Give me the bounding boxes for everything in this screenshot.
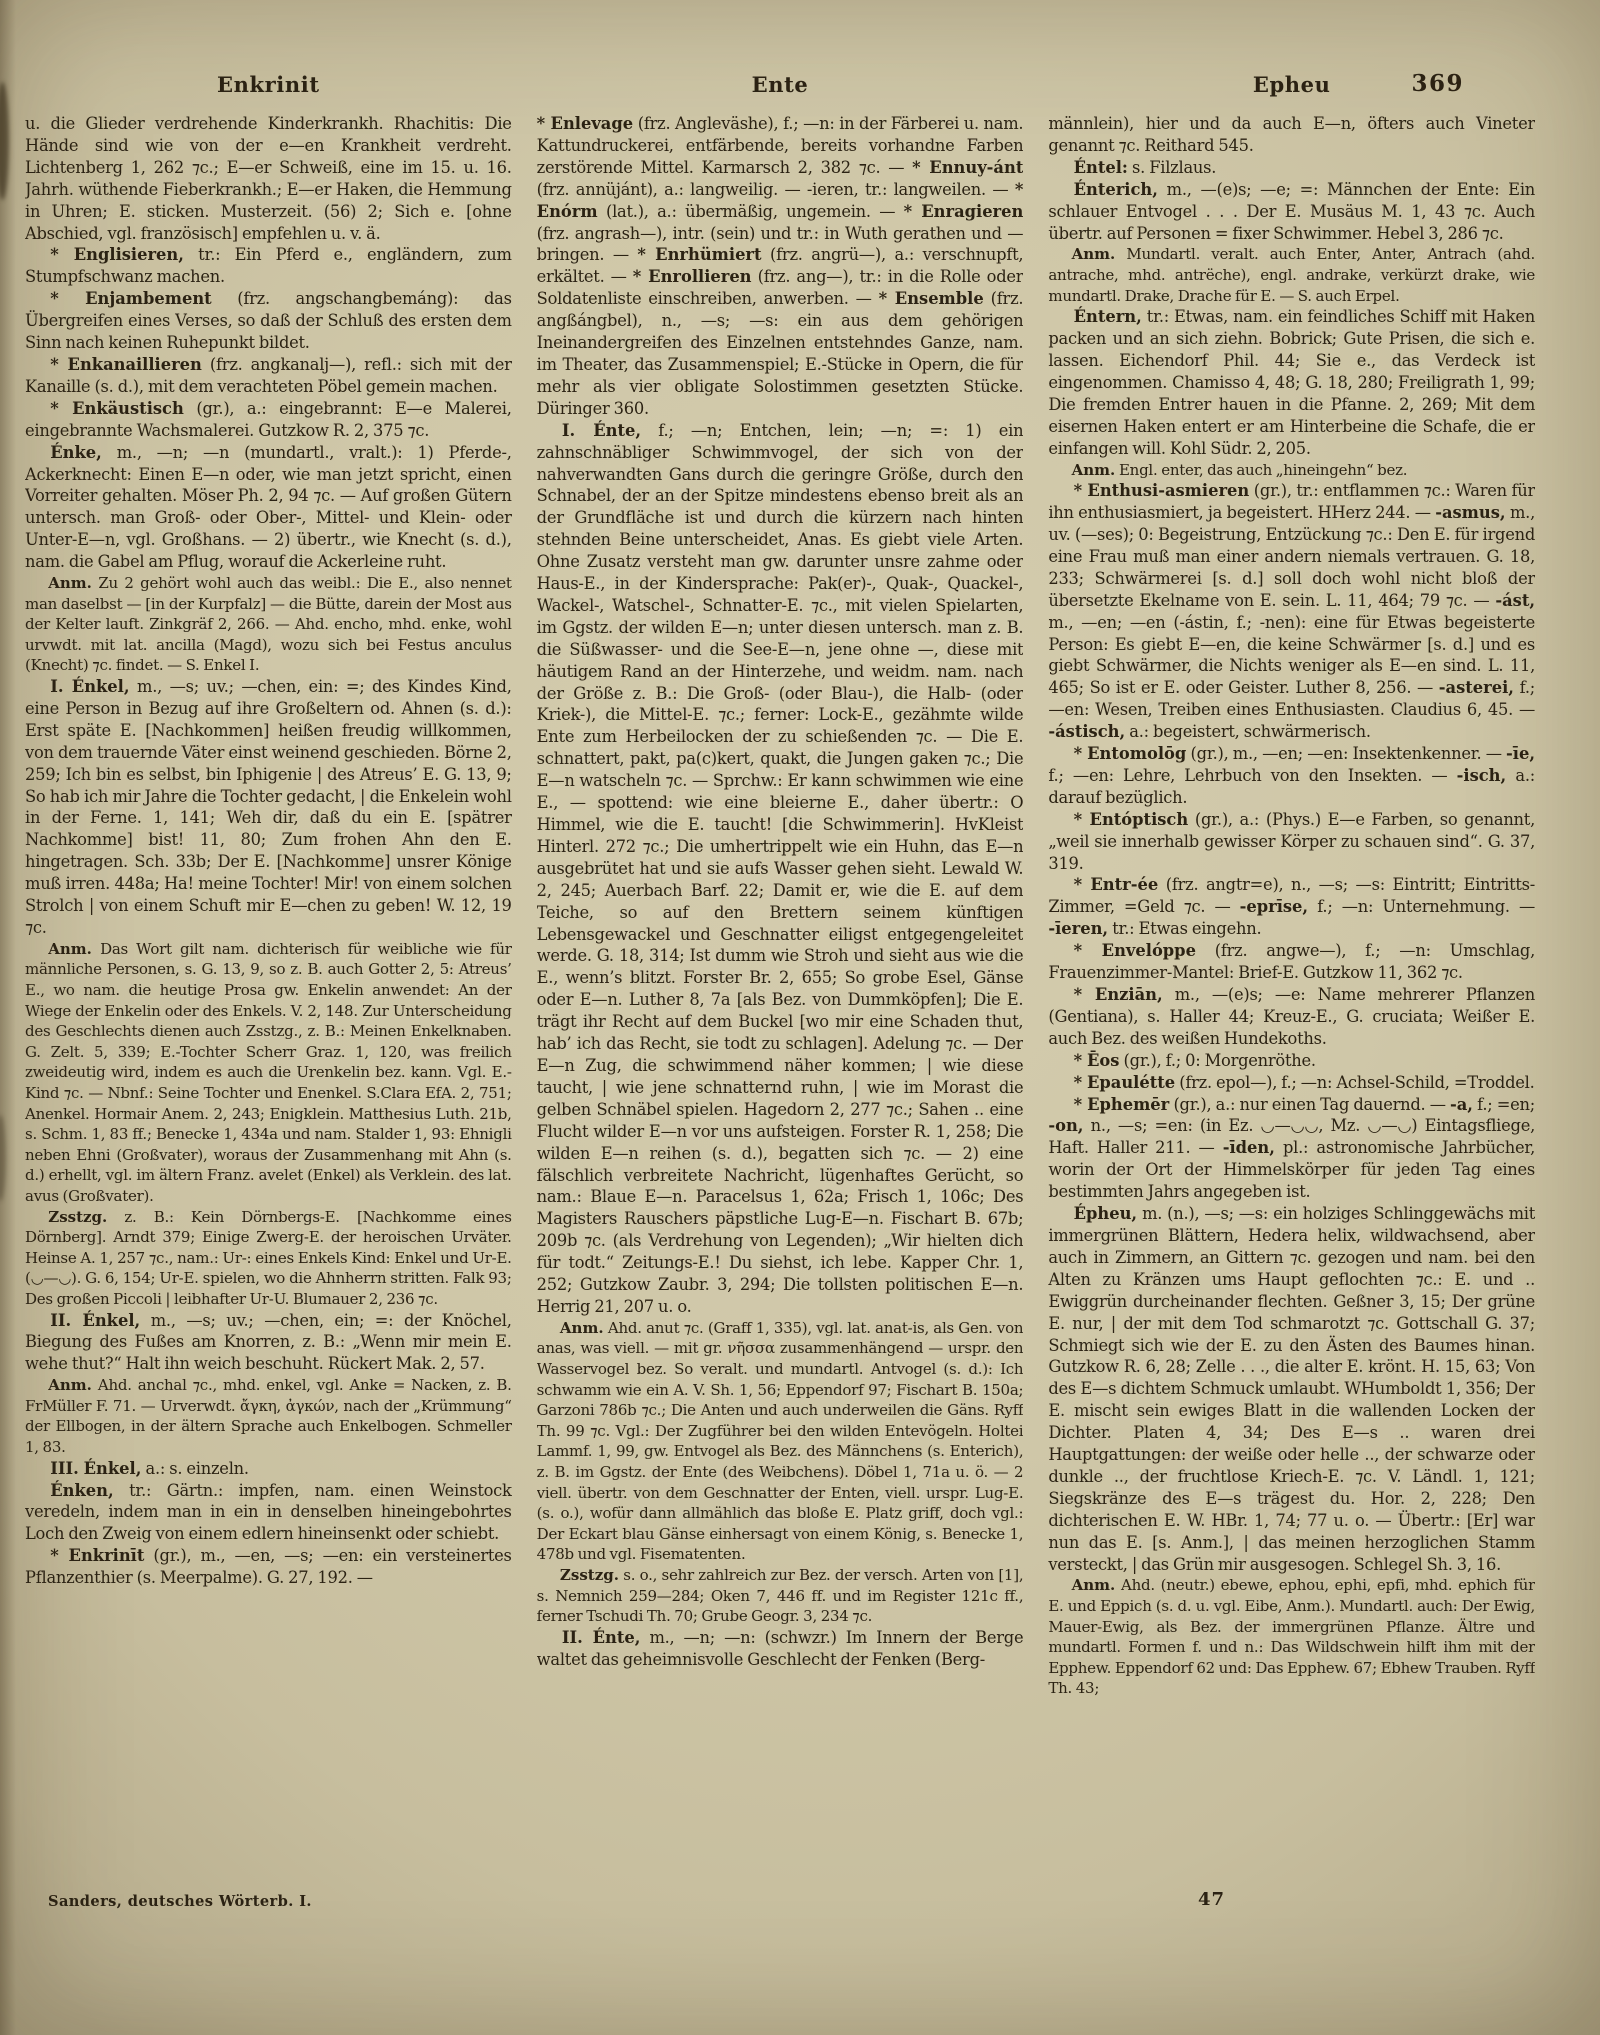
headword: -isch, — [1456, 765, 1507, 785]
column-3 — [1048, 113, 1535, 1888]
headword: -īden, — [1222, 1138, 1275, 1158]
headword: * Ennuy-ánt — [912, 157, 1024, 177]
text-run: a.: begeistert, schwärmerisch. — [1125, 722, 1371, 742]
text-run: (frz. angrü—), a.: verschnupft, erkältet. — — [536, 245, 1024, 287]
headword: * Enziān, — [1073, 985, 1163, 1004]
column-2 — [537, 113, 1024, 1888]
page-header — [0, 0, 1600, 97]
entry-paragraph — [1048, 1072, 1535, 1094]
text-run: u. die Glieder verdrehende Kinderkrankh. Rhachitis: Die Hände sind wie von der e—en Krankheit verdreht. Lichtenberg 1, 262 ⁊c.; E—er Schweiß, eine im 15. u. 16. Jahrh. wüthende Fieberkrankh.; E—er Haken, die Hemmung in Uhren; E. sticken. Musterzeit. (56) 2; Sich e. [ohne Abschied, vgl. französisch] empfehlen u. v. ä. — [25, 114, 512, 243]
anm-paragraph — [1048, 244, 1535, 306]
entry-paragraph — [537, 420, 1024, 1318]
text-run: f.; —en: Wesen, Treiben eines Enthusiasten. Claudius 6, 45. — — [1048, 678, 1536, 720]
headword: Énken, — [50, 1480, 114, 1500]
scan-edge-shadow — [0, 0, 16, 2035]
headword: * Enrollieren — [632, 267, 752, 287]
headword: Éntel: — [1073, 157, 1128, 177]
text-run: s. Filzlaus. — [1127, 157, 1217, 177]
zsstzg-paragraph — [25, 1207, 512, 1310]
entry-paragraph — [1048, 179, 1535, 245]
text-run: pl.: astronomische Jahrbücher, worin der Ort der Himmelskörper für jeden Tag eines bestimmten Jahrs angegeben ist. — [1048, 1138, 1536, 1202]
text-run: (gr.), a.: eingebrannt: E—e Malerei, eingebrannte Wachsmalerei. Gutzkow R. 2, 375 ⁊c. — [25, 398, 512, 440]
entry-paragraph — [1048, 940, 1535, 984]
text-run: a.: s. einzeln. — [141, 1458, 249, 1478]
text-run: tr.: Ein Pferd e., engländern, zum Stumpfschwanz machen. — [25, 245, 512, 287]
headword: -a, — [1449, 1094, 1473, 1114]
headword: I. Énkel, — [50, 677, 130, 696]
anm-paragraph — [1048, 460, 1535, 481]
headword: * Epaulétte — [1073, 1072, 1176, 1092]
text-run: (lat.), a.: übermäßig, ungemein. — — [597, 201, 904, 221]
text-run: s. o., sehr zahlreich zur Bez. der versch. Arten von [1], s. Nemnich 259—284; Oken 7, 446 ff. und im Register 121c ff., ferner Tschudi Th. 70; Grube Geogr. 3, 234 ⁊c. — [536, 1565, 1024, 1626]
headword: III. Énkel, — [50, 1458, 142, 1478]
entry-paragraph — [1048, 809, 1535, 875]
text-run: m., —n; —n: (schwzr.) Im Innern der Berge waltet das geheimnisvolle Geschlecht der Fenken (Berg- — [536, 1627, 1024, 1669]
headword: -īeren, — [1048, 919, 1109, 939]
headword: * Enragieren — [903, 201, 1024, 221]
headword: * Entóptisch — [1073, 809, 1189, 829]
text-run: Mundartl. veralt. auch Enter, Anter, Antrach (ahd. antrache, mhd. antrëche), engl. andrake, verkürzt drake, wie mundartl. Drake, Drache für E. — S. auch Erpel. — [1048, 245, 1536, 305]
headword: * Ephemēr — [1073, 1094, 1170, 1114]
headword: * Ensemble — [878, 289, 984, 309]
text-run: z. B.: Kein Dörnbergs-E. [Nachkomme eines Dörnberg]. Arndt 379; Einige Zwerg-E. der heroischen Urväter. Heinse A. 1, 257 ⁊c., nam.: Ur-: eines Enkels Kind: Enkel und Ur-E. (◡—◡). G. 6, 154; Ur-E. spielen, wo die Ahnherrn stritten. Falk 93; Des großen Piccoli | leibhafter Ur-U. Blumauer 2, 236 ⁊c. — [25, 1207, 512, 1308]
text-run: tr.: Etwas, nam. ein feindliches Schiff mit Haken packen und an sich ziehn. Bobrick; Gute Prisen, die sich e. lassen. Eichendorf Phil. 44; Sie e., das Verdeck ist eingenommen. Chamisso 4, 48; G. 18, 280; Freiligrath 1, 99; Die fremden Entrer hauen in die Pfanne. 2, 269; Mit dem eisernen Haken entert er am Hinterbeine die Schafe, die er einfangen will. Kohl Südr. 2, 205. — [1048, 307, 1536, 458]
text-run: m., —n; —n (mundartl., vralt.): 1) Pferde-, Ackerknecht: Einen E—n oder, wie man jetzt spricht, einen Vorreiter gehalten. Möser Ph. 2, 94 ⁊c. — Auf großen Gütern untersch. man Groß- oder Ober-, Mittel- und Klein- oder Unter-E—n, vgl. Großhans. — 2) übertr., wie Knecht (s. d.), nam. die Gabel am Pflug, worauf die Ackerleine ruht. — [25, 442, 512, 572]
text-run: Das Wort gilt nam. dichterisch für weibliche wie für männliche Personen, s. G. 13, 9, so z. B. auch Gotter 2, 5: Atreus’ E., wo nam. die heutige Prosa gw. Enkelin anwendet: An der Wiege der Enkelin oder des Enkels. V. 2, 148. Zur Unterscheidung des Geschlechts dienen auch Zsstzg., z. B.: Meinen Enkelknaben. G. Zelt. 5, 339; E.-Tochter Scherr Graz. 1, 120, was freilich zweideutig wird, indem es auch die Urenkelin bez. kann. Vgl. E.-Kind ⁊c. — Nbnf.: Seine Tochter und Enenkel. S.Clara EfA. 2, 751; Anenkel. Hormair Anem. 2, 243; Enigklein. Matthesius Luth. 21b, s. Schm. 1, 83 ff.; Benecke 1, 434a und nam. Stalder 1, 93: Ehnigli neben Ehni (Großvater), woraus der Zusammenhang mit Ahn (s. d.) erhellt, vgl. im ältern Franz. avelet (Enkel) als Verklein. des lat. avus (Großvater). — [25, 939, 512, 1205]
entry-paragraph — [1048, 1050, 1535, 1072]
headword: * Enkanaillieren — [50, 354, 202, 374]
text-run: m. (n.), —s; —s: ein holziges Schlinggewächs mit immergrünen Blättern, Hedera helix, wildwachsend, aber auch in Zimmern, an Gittern ⁊c. gezogen und nam. bei den Alten zu Kränzen ums Haupt geflochten ⁊c.: E. und .. Ewiggrün durcheinander flechten. Geßner 3, 15; Der grüne E. nur, | der mit dem Tod schmarotzt ⁊c. Gottschall G. 37; Schmiegt sich wie der E. zu den Ästen des Baumes hinan. Gutzkow R. 6, 28; Zelle . . ., die alter E. krönt. H. 15, 63; Von des E—s dichtem Schmuck umlaubt. WHumboldt 1, 356; Der E. mischt sein ewiges Blatt in die wallenden Locken der Dichter. Platen 4, 34; Des E—s .. waren drei Hauptgattungen: der weiße oder helle .., der schwarze oder dunkle .., der fruchtlose Kriech-E. ⁊c. V. Ländl. 1, 121; Siegskränze des E—s trägest du. Hor. 2, 228; Den dichterischen E. W. HBr. 1, 74; 77 u. o. — Übertr.: [Er] war nun das E. [s. Anm.], | das meinen herzoglichen Stamm versteckt, | das Grün mir ausgesogen. Schlegel Sh. 3, 16. — [1048, 1204, 1536, 1574]
text-run: m., —s; uv.; —chen, ein: =; des Kindes Kind, eine Person in Bezug auf ihre Großeltern od. Ahnen (s. d.): Erst späte E. [Nachkommen] heißen freudig willkommen, von dem trauernde Väter einst weinend geschieden. Börne 2, 259; Ich bin es selbst, bin Iphigenie | des Atreus’ E. G. 13, 9; So hab ich mir Jahre die Tochter gedacht, | die Enkelein wohl in der Ferne. 1, 141; Weh dir, daß du ein E. [spätrer Nachkomme] bist! 11, 80; Zum frohen Ahn den E. hingetragen. Sch. 33b; Der E. [Nachkomme] unsrer Könige muß irren. 448a; Ha! meine Tochter! Mir! von einem solchen Strolch | von einem Schuft mir E—chen zu geben! W. 12, 19 ⁊c. — [25, 677, 512, 937]
anm-paragraph — [537, 1318, 1024, 1565]
anm-paragraph — [1048, 1575, 1535, 1699]
headword: * Entomolōg — [1073, 744, 1187, 764]
entry-paragraph — [1048, 743, 1535, 809]
headword: * Ēos — [1073, 1050, 1120, 1070]
text-run: männlein), hier und da auch E—n, öfters auch Vineter genannt ⁊c. Reithard 545. — [1048, 114, 1536, 155]
headword: -ást, — [1495, 590, 1536, 610]
headword: -ástisch, — [1048, 722, 1126, 742]
text-run: a.: darauf bezüglich. — [1048, 765, 1536, 807]
headword: Anm. — [48, 1376, 92, 1395]
text-run: tr.: Gärtn.: impfen, nam. einen Weinstock veredeln, indem man in ein in denselben hineingebohrtes Loch den Zweig von einem edlern hineinsenkt oder schiebt. — [25, 1480, 512, 1544]
headword: * Englisieren, — [50, 245, 184, 265]
headword: * Enkrinīt — [50, 1546, 145, 1566]
text-run: (frz. angrash—), intr. (sein) und tr.: in Wuth gerathen und — bringen. — — [536, 223, 1024, 265]
anm-paragraph — [25, 1375, 512, 1457]
headword: -asterei, — [1438, 678, 1514, 698]
entry-paragraph — [1048, 480, 1535, 743]
text-run: m., —(e)s; —e; =: Männchen der Ente: Ein schlauer Entvogel . . . Der E. Musäus M. 1, 43 ⁊c. Auch übertr. auf Personen = fixer Schwimmer. Hebel 3, 286 ⁊c. — [1048, 179, 1536, 243]
text-run: m., —s; uv.; —chen, ein; =: der Knöchel, Biegung des Fußes am Knorren, z. B.: „Wenn mir mein E. wehe thut?“ Halt ihn weich beschuht. Rückert Mak. 2, 57. — [25, 1310, 512, 1374]
text-run: (frz. epol—), f.; —n: Achsel-Schild, =Troddel. — [1175, 1072, 1535, 1092]
headword: Zsstzg. — [48, 1207, 108, 1226]
headword: Anm. — [1071, 245, 1116, 264]
text-run: (frz. annüjánt), a.: langweilig. — -ieren, tr.: langweilen. — — [536, 179, 1015, 199]
text-run: (frz. ang—), tr.: in die Rolle oder Soldatenliste einschreiben, anwerben. — — [536, 267, 1024, 309]
entry-paragraph — [25, 442, 512, 573]
continuation-paragraph — [1048, 113, 1535, 157]
text-run: Zu 2 gehört wohl auch das weibl.: Die E., also nennet man daselbst — [in der Kurpfalz] — die Bütte, darein der Most aus der Kelter lauft. Zinkgräf 2, 266. — Ahd. encho, mhd. enke, wohl urvwdt. mit lat. ancilla (Magd), wozu sich bei Festus anculus (Knecht) ⁊c. findet. — S. Enkel I. — [25, 574, 512, 675]
headword: Énke, — [50, 442, 102, 462]
headword: Zsstzg. — [559, 1565, 619, 1584]
text-run: (frz. angßángbel), n., —s; —s: ein aus dem gehörigen Ineinandergreifen des Einzelnen entstehndes Ganze, nam. im Theater, das Zusammenspiel; E.-Stücke in Opern, die für mehr als vier obligate Solostimmen gesetzten Stücke. Düringer 360. — [536, 289, 1024, 418]
headword: * Enórm — [536, 179, 1024, 221]
entry-paragraph — [25, 244, 512, 288]
text-run: Engl. enter, das auch „hineingehn“ bez. — [1115, 460, 1408, 479]
headword: * Enthusi-asmieren — [1073, 481, 1250, 501]
headword: -asmus, — [1435, 503, 1506, 523]
entry-paragraph — [25, 1458, 512, 1480]
headword: * Envelóppe — [1073, 941, 1196, 961]
entry-paragraph — [1048, 1203, 1535, 1575]
text-run: (gr.), f.; 0: Morgenröthe. — [1119, 1050, 1316, 1070]
text-run: (gr.), a.: nur einen Tag dauernd. — — [1169, 1094, 1450, 1114]
headword: -on, — [1048, 1116, 1084, 1136]
text-run: f.; —n; Entchen, lein; —n; =: 1) ein zahnschnäbliger Schwimmvogel, der sich von der nahverwandten Gans durch die geringre Größe, durch den Schnabel, der an der Spitze mindestens ebenso breit als an der Grundfläche ist und durch die kürzern nach hinten stehnden Beine unterscheidet, Anas. Es giebt viele Arten. Ohne Zusatz versteht man gw. darunter unsre zahme oder Haus-E., in der Kindersprache: Pak(er)-, Quak-, Quackel-, Wackel-, Watschel-, Schnatter-E. ⁊c., mit vielen Spielarten, im Ggstz. der wilden E—n; unter diesen untersch. man z. B. die Süßwasser- und die See-E—n, jene ohne —, diese mit häutigem Rand an der Hinterzehe, und weidm. nam. nach der Größe z. B.: Die Groß- (oder Blau-), die Halb- (oder Kriek-), die Mittel-E. ⁊c.; ferner: Lock-E., gezähmte wilde Ente zum Herbeilocken der zu schießenden ⁊c. — Die E. schnattert, pakt, pa(c)kert, quakt, die Jungen gaken ⁊c.; Die E—n watscheln ⁊c. — Sprchw.: Er kann schwimmen wie eine E., — spottend: wie eine bleierne E., daher übertr.: O Himmel, wie die E. taucht! [die Schwimmerin]. HvKleist Hinterl. 272 ⁊c.; Die umhertrippelt wie ein Huhn, das E—n ausgebrütet hat und sie aufs Wasser gehen sieht. Lewald W. 2, 245; Auerbach Barf. 22; Damit er, wie die E. auf dem Teiche, so auf den Brettern seinem künftigen Lebensgewackel und Geschnatter eiligst entgegengeleitet werde. G. 18, 314; Ist dumm wie Stroh und sieht aus wie die E., wenn’s blitzt. Forster Br. 2, 655; So grobe Esel, Gänse oder E—n. Luther 8, 7a [als Bez. von Dummköpfen]; Die E. trägt ihr Recht auf dem Buckel [wo mir eine Schaden thut, hab’ ich das Recht, sie todt zu schlagen]. Adelung ⁊c. — Der E—n Zug, die schwimmend näher kommen; | wie diese taucht, | wie jene schnatternd ruhn, | wie im Morast die gelben Schnäbel spielen. Hagedorn 2, 277 ⁊c.; Sahen .. eine Flucht wilder E—n vor uns aufsteigen. Forster R. 1, 258; Die wilden E—n reihen (s. d.), begatten sich ⁊c. — 2) eine fälschlich verbreitete Nachricht, lügenhaftes Gerücht, so nam.: Blaue E—n. Paracelsus 1, 62a; Frisch 1, 106c; Des Magisters Rauschers päpstliche Lug-E—n. Fischart B. 67b; 209b ⁊c. (als Verdrehung von Legenden); „Wir hielten dich für todt.“ Zeitungs-E.! Du siehst, ich lebe. Kapper Chr. 1, 252; Gutzkow Zaubr. 3, 294; Die tollsten politischen E—n. Herrig 21, 207 u. o. — [536, 420, 1024, 1316]
text-run: f.; —n: Unternehmung. — — [1308, 897, 1536, 917]
text-run: (frz. angwe—), f.; —n: Umschlag, Frauenzimmer-Mantel: Brief-E. Gutzkow 11, 362 ⁊c. — [1048, 941, 1536, 983]
page-number: 369 — [1411, 70, 1464, 97]
headword: Énterich, — [1073, 179, 1158, 199]
text-columns — [0, 97, 1600, 1888]
entry-paragraph — [537, 113, 1024, 420]
entry-paragraph — [25, 1545, 512, 1589]
text-run: (frz. angkanalj—), refl.: sich mit der Kanaille (s. d.), mit dem verachteten Pöbel gemein machen. — [25, 354, 512, 396]
text-run: (frz. Angleväshe), f.; —n: in der Färberei u. nam. Kattundruckerei, entfärbende, bereits vorhandne Farben zerstörende Mittel. Karmarsch 2, 382 ⁊c. — — [536, 114, 1024, 177]
text-run: Ahd. (neutr.) ebewe, ephou, ephi, epfi, mhd. ephich für E. und Eppich (s. d. u. vgl. Eibe, Anm.). Mundartl. auch: Der Ewig, Mauer-Ewig, als Bez. der immergrünen Pflanze. Ältre und mundartl. Formen f. und n.: Das Wildschwein hilft ihm mit der Epphew. Eppendorf 62 und: Das Epphew. 67; Ebhew Trauben. Ryff Th. 43; — [1048, 1576, 1536, 1698]
text-run: m., —en; —en (-ástin, f.; -nen): eine für Etwas begeisterte Person: Es giebt E—en, die keine Schwärmer [s. d.] und es giebt Schwärmer, die Nichts weniger als E—en sind. L. 11, 465; So ist er E. oder Geister. Luther 8, 256. — — [1048, 612, 1536, 698]
text-run: n., —s; =en: (in Ez. ◡—◡◡, Mz. ◡—◡) Eintagsfliege, Haft. Haller 211. — — [1048, 1116, 1536, 1158]
headword: Anm. — [48, 574, 92, 593]
text-run: (gr.), m., —en, —s; —en: ein versteinertes Pflanzenthier (s. Meerpalme). G. 27, 192. — — [25, 1546, 512, 1588]
headword: II. Énkel, — [50, 1310, 141, 1330]
headword: Éntern, — [1073, 307, 1142, 327]
headword: * Entr-ée — [1073, 875, 1159, 895]
text-run: tr.: Etwas eingehn. — [1108, 919, 1262, 939]
headword: * Enjambement — [50, 289, 212, 309]
entry-paragraph — [25, 1480, 512, 1546]
headword: Anm. — [1071, 1576, 1116, 1595]
headword: II. Énte, — [561, 1627, 641, 1647]
entry-paragraph — [537, 1627, 1024, 1671]
continuation-paragraph — [25, 113, 512, 244]
entry-paragraph — [25, 288, 512, 354]
entry-paragraph — [25, 1310, 512, 1376]
headword: -īe, — [1506, 744, 1536, 764]
headword: Épheu, — [1073, 1204, 1138, 1224]
entry-paragraph — [25, 398, 512, 442]
headword: * Enkäustisch — [50, 398, 184, 418]
text-run: m., —(e)s; —e: Name mehrerer Pflanzen (Gentiana), s. Haller 44; Kreuz-E., G. cruciata; Weißer E. auch Bez. des weißen Hundekoths. — [1048, 985, 1536, 1048]
anm-paragraph — [25, 573, 512, 676]
text-run: (gr.), tr.: entflammen ⁊c.: Waren für ihn enthusiasmiert, ja begeistert. HHerz 244. — — [1048, 481, 1536, 523]
running-head-left: Enkrinit — [217, 72, 320, 97]
entry-paragraph — [1048, 1094, 1535, 1204]
text-run: (gr.), a.: (Phys.) E—e Farben, so genannt, „weil sie innerhalb gewisser Körper zu schauen sind“. G. 37, 319. — [1048, 809, 1536, 873]
text-run: (frz. angschangbemáng): das Übergreifen eines Verses, so daß der Schluß des ersten dem Sinn nach keinen Ruhepunkt bildet. — [25, 289, 512, 353]
text-run: m., uv. (—ses); 0: Begeistrung, Entzückung ⁊c.: Den E. für irgend eine Frau muß man einer andern niemals vertrauen. G. 18, 233; Schwärmerei [s. d.] soll doch wohl nicht bloß der übersetzte Ekelname von E. sein. L. 11, 464; 79 ⁊c. — — [1048, 503, 1536, 610]
text-run: Ahd. anchal ⁊c., mhd. enkel, vgl. Anke = Nacken, z. B. FrMüller F. 71. — Urverwdt. ἄγκη, ἀγκών, nach der „Krümmung“ der Ellbogen, in der ältern Sprache auch Enkelbogen. Schmeller 1, 83. — [25, 1376, 512, 1457]
running-head-right: Epheu — [1252, 72, 1331, 97]
entry-paragraph — [1048, 984, 1535, 1050]
text-run: f.; =en; — [1472, 1094, 1536, 1114]
running-head-center: Ente — [751, 72, 809, 97]
text-run: (gr.), m., —en; —en: Insektenkenner. — — [1186, 744, 1507, 764]
entry-paragraph — [25, 354, 512, 398]
column-1 — [25, 113, 512, 1888]
text-run: (frz. angtr=e), n., —s; —s: Eintritt; Eintritts-Zimmer, =Geld ⁊c. — — [1048, 875, 1536, 917]
headword: Anm. — [48, 939, 92, 958]
entry-paragraph — [25, 676, 512, 939]
headword: Anm. — [559, 1318, 604, 1337]
entry-paragraph — [1048, 874, 1535, 940]
entry-paragraph — [1048, 306, 1535, 459]
sheet-signature: 47 — [1198, 1889, 1226, 1910]
headword: -eprīse, — [1239, 897, 1309, 917]
zsstzg-paragraph — [537, 1565, 1024, 1627]
text-run: f.; —en: Lehre, Lehrbuch von den Insekten. — — [1048, 765, 1457, 785]
printer-footer: Sanders, deutsches Wörterb. I. — [48, 1893, 312, 1910]
text-run: Ahd. anut ⁊c. (Graff 1, 335), vgl. lat. anat-is, als Gen. von anas, was viell. — mit gr. νῆσσα zusammenhängend — urspr. den Wasservogel bez. So veralt. und mundartl. Antvogel (s. d.): Ich schwamm wie ein A. V. Sh. 1, 56; Eppendorf 97; Fischart B. 150a; Garzoni 786b ⁊c.; Die Anten und auch underweilen die Gäns. Ryff Th. 99 ⁊c. Vgl.: Der Zugführer bei den wilden Entevögeln. Holtei Lammf. 1, 99, gw. Entvogel als Bez. des Männchens (s. Enterich), z. B. im Ggstz. der Ente (des Weibchens). Döbel 1, 71a u. ö. — 2 viell. übertr. von dem Geschnatter der Enten, viell. urspr. Lug-E. (s. o.), wofür dann allmählich das bloße E. Platz griff, doch vgl.: Der Eckart blau Gänse einhersagt von einem König, s. Benecke 1, 478b und vgl. Fisematenten. — [536, 1318, 1024, 1564]
headword: I. Énte, — [561, 420, 641, 440]
entry-paragraph — [1048, 157, 1535, 179]
headword: Anm. — [1071, 460, 1116, 479]
anm-paragraph — [25, 939, 512, 1207]
headword: * Enlevage — [536, 114, 634, 133]
headword: * Enrhümiert — [637, 245, 762, 265]
